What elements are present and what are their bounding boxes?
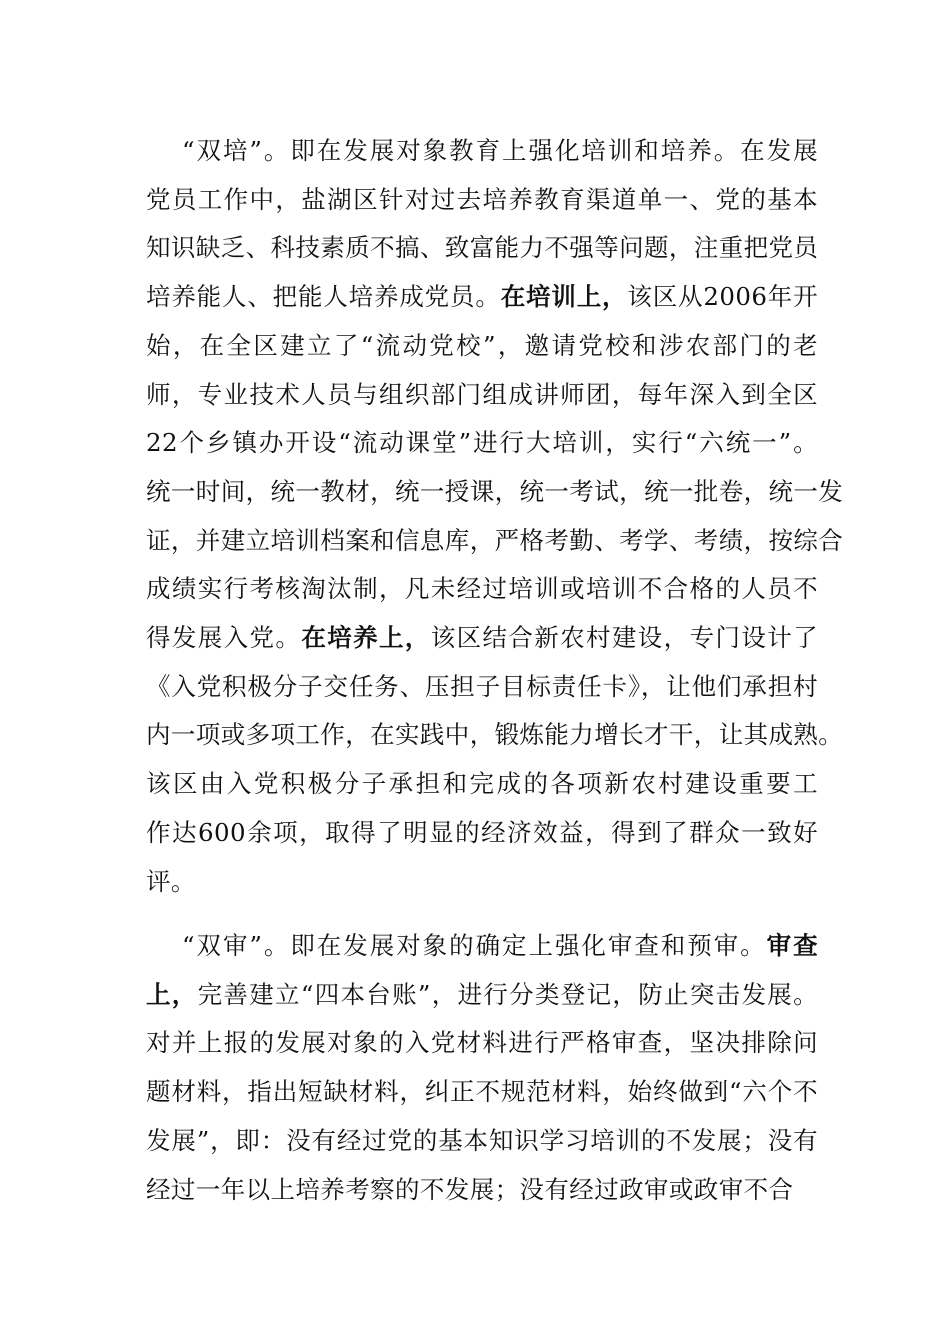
text-segment: 发展”，即：没有经过党的基本知识学习培训的不发展；没有 xyxy=(146,1125,818,1155)
text-segment: 内一项或多项工作，在实践中，锻炼能力增长才干，让其成熟。 xyxy=(146,720,844,750)
text-line xyxy=(146,971,818,1020)
text-segment: 证，并建立培训档案和信息库，严格考勤、考学、考绩，按综合 xyxy=(146,525,844,555)
text-segment: 评。 xyxy=(146,866,196,896)
text-segment: 该区由入党积极分子承担和完成的各项新农村建设重要工 xyxy=(146,769,818,799)
text-segment: “双审”。即在发展对象的确定上强化审查和预审。 xyxy=(182,931,767,960)
text-line xyxy=(146,614,818,663)
text-segment: 作达600余项，取得了明显的经济效益，得到了群众一致好 xyxy=(146,817,818,847)
text-line xyxy=(146,371,818,420)
text-line xyxy=(146,224,818,273)
text-segment: 党员工作中，盐湖区针对过去培养教育渠道单一、党的基本 xyxy=(146,184,818,214)
bold-heading-segment: 上， xyxy=(146,979,198,1009)
bold-heading-segment: 审查 xyxy=(766,931,819,960)
paragraph-double-review xyxy=(146,922,818,1214)
text-segment: 《入党积极分子交任务、压担子目标责任卡》，让他们承担村 xyxy=(146,671,818,701)
text-line xyxy=(146,273,818,322)
text-line xyxy=(146,1068,818,1117)
text-line xyxy=(146,419,818,468)
text-line xyxy=(146,663,818,712)
text-segment: 22个乡镇办开设“流动课堂”进行大培训，实行“六统一”。 xyxy=(146,428,818,458)
text-line xyxy=(146,809,818,858)
text-line xyxy=(146,468,844,517)
text-line xyxy=(146,322,818,371)
text-segment: 知识缺乏、科技素质不搞、致富能力不强等问题，注重把党员 xyxy=(146,233,819,263)
text-line xyxy=(146,176,818,225)
text-line xyxy=(146,922,818,971)
bold-heading-segment: 在培养上， xyxy=(301,623,431,653)
text-segment: “双培”。即在发展对象教育上强化培训和培养。在发展 xyxy=(182,136,818,165)
paragraph-double-training xyxy=(146,127,844,906)
text-line xyxy=(146,711,844,760)
text-segment: 该区从2006年开 xyxy=(627,282,818,312)
text-line xyxy=(146,1117,818,1166)
text-segment: 经过一年以上培养考察的不发展；没有经过政审或政审不合 xyxy=(146,1174,794,1204)
text-segment: 该区结合新农村建设，专门设计了 xyxy=(430,623,819,653)
text-segment: 始，在全区建立了“流动党校”，邀请党校和涉农部门的老 xyxy=(146,330,818,360)
text-segment: 统一时间，统一教材，统一授课，统一考试，统一批卷，统一发 xyxy=(146,476,844,506)
text-segment: 师，专业技术人员与组织部门组成讲师团，每年深入到全区 xyxy=(146,379,818,409)
text-segment: 培养能人、把能人培养成党员。 xyxy=(146,282,501,312)
text-line xyxy=(146,760,818,809)
text-line xyxy=(146,858,818,907)
text-line xyxy=(146,517,844,566)
text-segment: 题材料，指出短缺材料，纠正不规范材料，始终做到“六个不 xyxy=(146,1077,818,1107)
bold-heading-segment: 在培训上， xyxy=(500,282,628,312)
text-segment: 得发展入党。 xyxy=(146,623,302,653)
text-line xyxy=(146,127,818,176)
text-line xyxy=(146,1166,818,1215)
text-segment: 对并上报的发展对象的入党材料进行严格审查，坚决排除问 xyxy=(146,1028,818,1058)
text-segment: 完善建立“四本台账”，进行分类登记，防止突击发展。 xyxy=(197,979,818,1009)
text-line xyxy=(146,565,818,614)
text-segment: 成绩实行考核淘汰制，凡未经过培训或培训不合格的人员不 xyxy=(146,574,818,604)
text-line xyxy=(146,1019,818,1068)
